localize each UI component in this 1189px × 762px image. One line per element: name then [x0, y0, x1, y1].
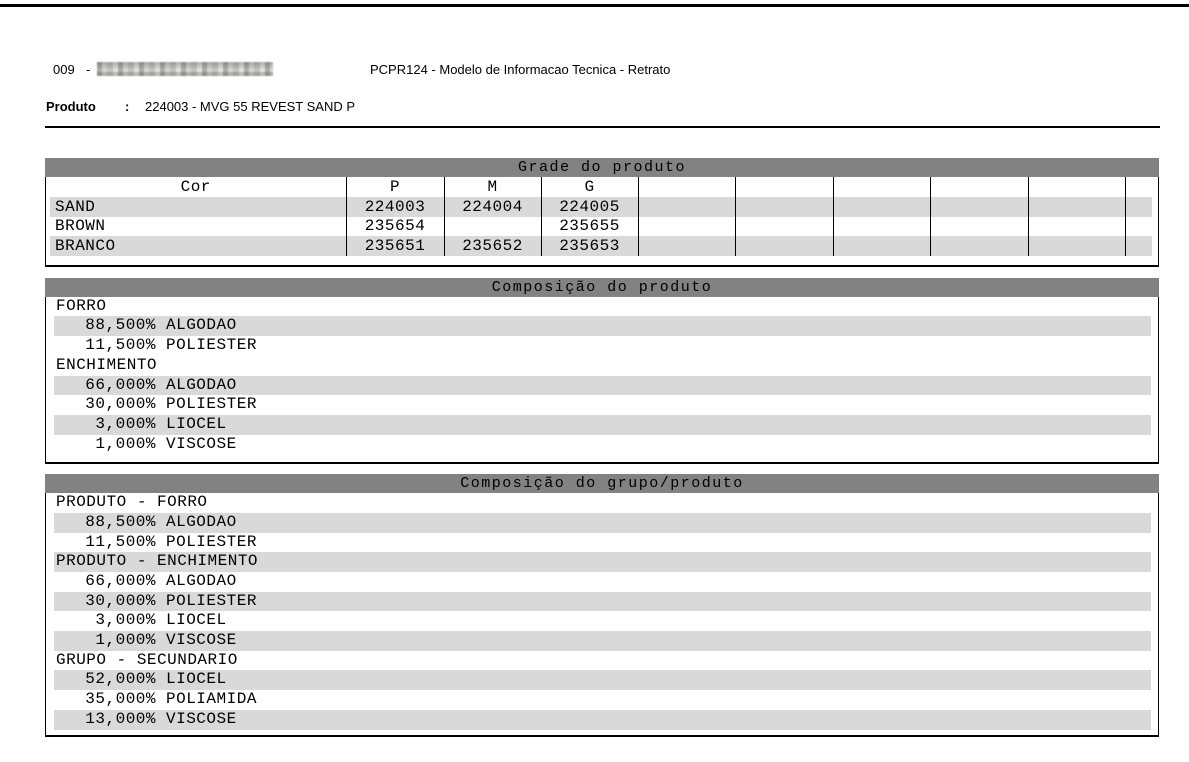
grade-code-cell [638, 236, 735, 256]
composition-item-percent: 30,000% [85, 591, 156, 610]
composition-group-label: FORRO [56, 296, 107, 315]
composition-item-material: POLIESTER [166, 395, 257, 414]
product-composition-section [45, 278, 1159, 465]
grade-column-header [638, 177, 735, 197]
composition-item-row [54, 690, 1151, 710]
grade-code-cell [735, 197, 833, 217]
composition-item-row [54, 572, 1151, 592]
grade-code-cell: 224003 [346, 197, 444, 217]
grade-column-header [1125, 177, 1158, 197]
group-composition-body [45, 493, 1159, 736]
product-composition-title: Composição do produto [45, 278, 1159, 297]
page-top-divider [0, 4, 1189, 7]
report-id-separator: - [86, 62, 91, 77]
grade-column-header: Cor [180, 178, 211, 196]
grade-table-body [45, 177, 1159, 267]
composition-group-row [54, 493, 1151, 513]
composition-item-row [54, 316, 1151, 336]
composition-group-row [54, 297, 1151, 317]
composition-item-row [54, 376, 1151, 396]
composition-item-row [54, 435, 1151, 455]
group-composition-title: Composição do grupo/produto [45, 474, 1159, 493]
composition-item-percent: 66,000% [85, 375, 156, 394]
grade-row [46, 217, 1158, 237]
composition-item-row [54, 710, 1151, 730]
grade-row [46, 236, 1158, 256]
composition-item-percent: 13,000% [85, 709, 156, 728]
grade-section [45, 158, 1159, 267]
composition-item-percent: 11,500% [85, 532, 156, 551]
grade-color-cell: BROWN [55, 217, 106, 236]
composition-item-percent: 11,500% [85, 336, 156, 355]
composition-item-percent: 52,000% [85, 670, 156, 689]
grade-column-header [735, 177, 833, 197]
product-header [0, 99, 1189, 115]
report-id: 009 [53, 62, 75, 77]
grade-code-cell [833, 197, 930, 217]
product-label: Produto [46, 99, 96, 114]
composition-item-row [54, 336, 1151, 356]
composition-item-row [54, 533, 1151, 553]
grade-code-cell [1028, 236, 1125, 256]
composition-group-row [54, 552, 1151, 572]
composition-group-row [54, 356, 1151, 376]
composition-item-row [54, 395, 1151, 415]
composition-item-material: ALGODAO [166, 316, 237, 335]
grade-code-cell [735, 217, 833, 237]
composition-item-percent: 1,000% [95, 434, 156, 453]
grade-code-cell: 224004 [444, 197, 541, 217]
grade-code-cell: 235651 [346, 236, 444, 256]
grade-code-cell [833, 236, 930, 256]
composition-item-material: LIOCEL [166, 414, 227, 433]
grade-column-header: G [541, 177, 638, 197]
report-header [0, 62, 1189, 78]
grade-code-cell [930, 236, 1028, 256]
composition-item-percent: 66,000% [85, 572, 156, 591]
composition-item-row [54, 611, 1151, 631]
grade-code-cell: 235654 [346, 217, 444, 237]
grade-code-cell [930, 197, 1028, 217]
grade-code-cell: 235652 [444, 236, 541, 256]
composition-item-row [54, 631, 1151, 651]
composition-item-row [54, 670, 1151, 690]
composition-item-percent: 3,000% [95, 414, 156, 433]
composition-item-percent: 88,500% [85, 512, 156, 531]
grade-code-cell [1125, 217, 1158, 237]
grade-code-cell: 235653 [541, 236, 638, 256]
report-title: PCPR124 - Modelo de Informacao Tecnica - Retrato [370, 62, 671, 77]
product-label-colon: : [125, 99, 130, 114]
composition-item-row [54, 592, 1151, 612]
grade-color-cell: SAND [46, 197, 346, 217]
grade-column-header [1028, 177, 1125, 197]
composition-item-material: POLIESTER [166, 532, 257, 551]
composition-item-percent: 1,000% [95, 631, 156, 650]
grade-column-header: M [444, 177, 541, 197]
composition-group-label: ENCHIMENTO [56, 355, 158, 374]
composition-item-percent: 3,000% [95, 611, 156, 630]
composition-item-material: VISCOSE [166, 631, 237, 650]
grade-table [46, 177, 1158, 256]
product-composition-body [45, 297, 1159, 465]
composition-item-material: POLIESTER [166, 591, 257, 610]
composition-item-row [54, 415, 1151, 435]
composition-item-material: POLIESTER [166, 336, 257, 355]
composition-item-material: ALGODAO [166, 512, 237, 531]
report-body [45, 158, 1159, 737]
composition-item-percent: 88,500% [85, 316, 156, 335]
grade-code-cell [1125, 236, 1158, 256]
composition-item-material: VISCOSE [166, 709, 237, 728]
composition-group-row [54, 651, 1151, 671]
grade-code-cell [638, 197, 735, 217]
composition-group-label: GRUPO - SECUNDARIO [56, 650, 238, 669]
composition-item-material: ALGODAO [166, 375, 237, 394]
grade-code-cell: 224005 [541, 197, 638, 217]
grade-column-header [930, 177, 1028, 197]
grade-color-cell: BRANCO [46, 236, 346, 256]
composition-item-percent: 35,000% [85, 690, 156, 709]
company-name-redacted [97, 62, 273, 76]
header-rule [45, 126, 1160, 128]
composition-item-row [54, 513, 1151, 533]
grade-code-cell [735, 236, 833, 256]
composition-item-material: ALGODAO [166, 572, 237, 591]
grade-code-cell [1125, 197, 1158, 217]
grade-code-cell [833, 217, 930, 237]
grade-code-cell [638, 217, 735, 237]
product-value: 224003 - MVG 55 REVEST SAND P [145, 99, 356, 114]
composition-item-material: VISCOSE [166, 434, 237, 453]
composition-item-material: LIOCEL [166, 611, 227, 630]
grade-code-cell [444, 217, 541, 237]
composition-group-label: PRODUTO - FORRO [56, 493, 208, 512]
grade-code-cell [1028, 197, 1125, 217]
grade-code-cell: 235655 [541, 217, 638, 237]
grade-code-cell [930, 217, 1028, 237]
grade-section-title: Grade do produto [45, 158, 1159, 177]
composition-item-material: LIOCEL [166, 670, 227, 689]
grade-row [46, 197, 1158, 217]
grade-column-header: P [346, 177, 444, 197]
grade-column-header [833, 177, 930, 197]
composition-item-percent: 30,000% [85, 395, 156, 414]
grade-code-cell [1028, 217, 1125, 237]
composition-group-label: PRODUTO - ENCHIMENTO [56, 552, 259, 571]
group-composition-section [45, 474, 1159, 736]
grade-header-row [46, 177, 1158, 197]
composition-item-material: POLIAMIDA [166, 690, 257, 709]
